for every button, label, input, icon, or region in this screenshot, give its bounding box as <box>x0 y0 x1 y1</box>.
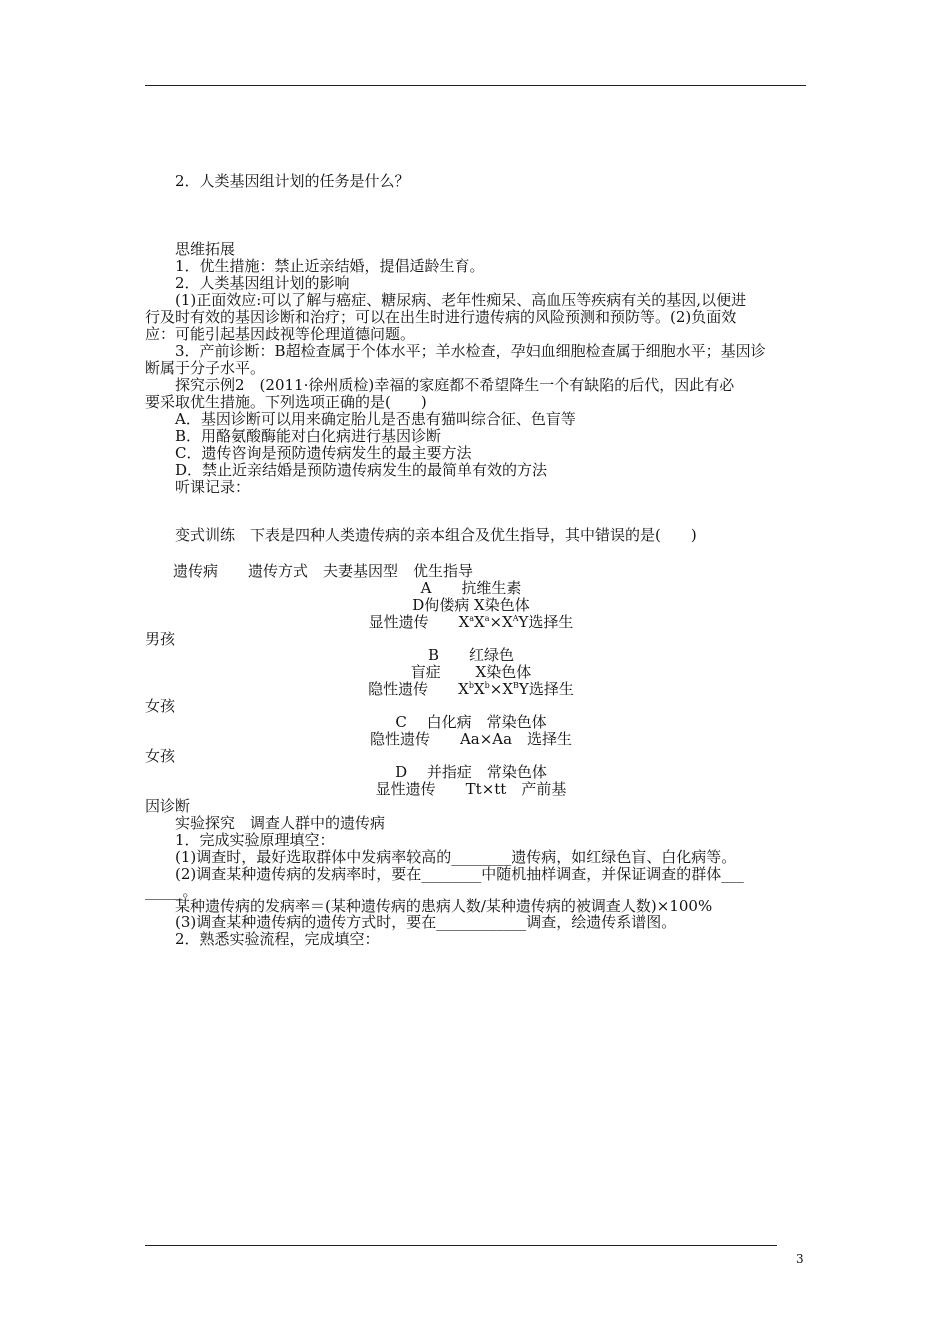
experiment-step1c: (3)调查某种遗传病的遗传方式时，要在____________调查，绘遗传系谱图。 <box>175 913 677 931</box>
row-c-line1: C 白化病 常染色体 <box>395 713 547 731</box>
question-2: 2．人类基因组计划的任务是什么？ <box>175 172 410 190</box>
think-p3c: 应：可能引起基因歧视等伦理道德问题。 <box>145 325 416 343</box>
variant-question: 变式训练 下表是四种人类遗传病的亲本组合及优生指导，其中错误的是( ) <box>175 526 697 544</box>
example-option-d: D．禁止近亲结婚是预防遗传病发生的最简单有效的方法 <box>175 461 548 479</box>
lecture-notes-label: 听课记录： <box>175 478 251 496</box>
think-p2: 2．人类基因组计划的影响 <box>175 274 350 292</box>
row-d-line3: 因诊断 <box>145 797 191 815</box>
row-a-line3: 显性遗传 $X^aX^a\times X^AY$选择生 <box>368 613 574 631</box>
row-b-line2: 盲症 X染色体 <box>410 663 532 681</box>
experiment-step1b-cont: _____。 <box>145 882 198 900</box>
page-number: 3 <box>796 1252 804 1266</box>
row-a-line2: D佝偻病 X染色体 <box>412 596 530 614</box>
row-d-line2: 显性遗传 Tt×tt 产前基 <box>375 780 567 798</box>
example-option-c: C．遗传咨询是预防遗传病发生的最主要方法 <box>175 444 472 462</box>
example-question-line1: 探究示例2 (2011·徐州质检)幸福的家庭都不希望降生一个有缺陷的后代，因此有必 <box>175 376 735 394</box>
row-b-line4: 女孩 <box>145 697 176 715</box>
row-a-line1: A 抗维生素 <box>420 579 522 597</box>
row-d-line1: D 并指症 常染色体 <box>395 763 547 781</box>
experiment-title: 实验探究 调查人群中的遗传病 <box>175 814 386 832</box>
think-p4a: 3．产前诊断：B超检查属于个体水平；羊水检查，孕妇血细胞检查属于细胞水平；基因诊 <box>175 342 766 360</box>
think-p4b: 断属于分子水平。 <box>145 359 266 377</box>
row-a-line4: 男孩 <box>145 630 176 648</box>
row-c-line3: 女孩 <box>145 747 176 765</box>
footer-rule <box>145 1245 777 1246</box>
row-b-line3: 隐性遗传 $X^bX^b\times X^BY$选择生 <box>368 680 574 698</box>
think-p3a: (1)正面效应:可以了解与癌症、糖尿病、老年性痴呆、高血压等疾病有关的基因,以便进 <box>175 291 747 309</box>
experiment-step1b: (2)调查某种遗传病的发病率时，要在________中随机抽样调查，并保证调查的群体___ <box>175 865 744 883</box>
row-c-line2: 隐性遗传 Aa×Aa 选择生 <box>369 730 573 748</box>
experiment-step2: 2．熟悉实验流程，完成填空： <box>175 930 380 948</box>
example-option-b: B．用酪氨酸酶能对白化病进行基因诊断 <box>175 427 442 445</box>
row-b-line1: B 红绿色 <box>427 646 515 664</box>
example-option-a: A．基因诊断可以用来确定胎儿是否患有猫叫综合征、色盲等 <box>175 410 576 428</box>
table-header: 遗传病 遗传方式 夫妻基因型 优生指导 <box>173 562 474 580</box>
experiment-step1: 1．完成实验原理填空： <box>175 831 335 849</box>
think-p1: 1．优生措施：禁止近亲结婚，提倡适龄生育。 <box>175 257 485 275</box>
incidence-formula: 某种遗传病的发病率＝(某种遗传病的患病人数/某种遗传病的被调查人数)×100% <box>175 897 713 915</box>
header-rule <box>145 85 806 86</box>
example-question-line2: 要采取优生措施。下列选项正确的是( ) <box>145 393 427 411</box>
think-p3b: 行及时有效的基因诊断和治疗；可以在出生时进行遗传病的风险预测和预防等。(2)负面效 <box>145 308 737 326</box>
think-heading: 思维拓展 <box>175 240 236 258</box>
experiment-step1a: (1)调查时，最好选取群体中发病率较高的________遗传病，如红绿色盲、白化病等。 <box>175 848 737 866</box>
